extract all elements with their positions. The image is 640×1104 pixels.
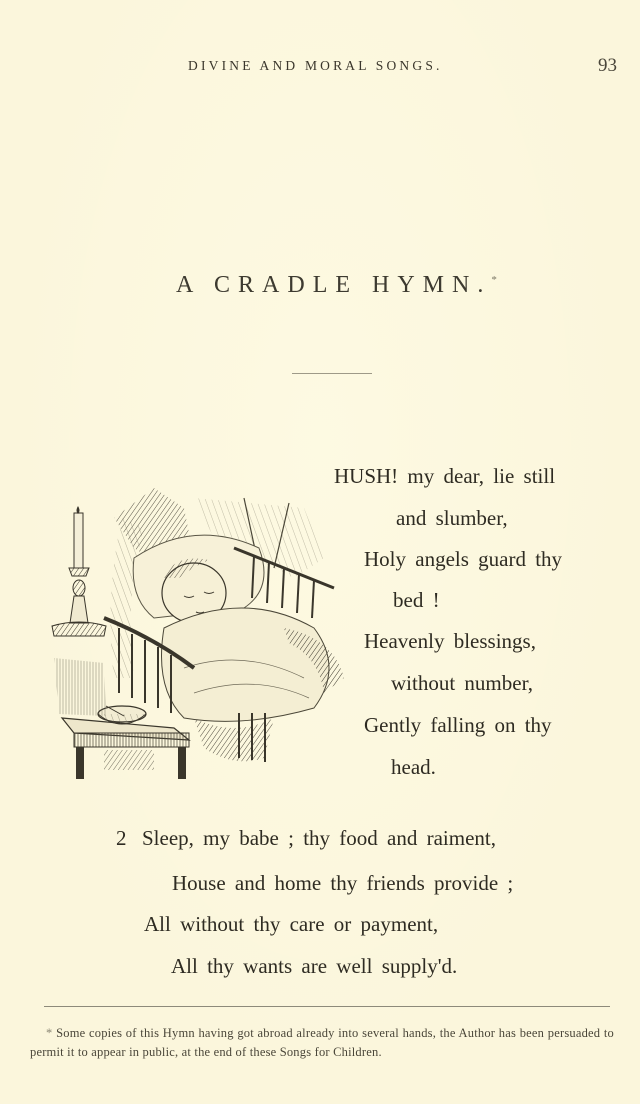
verse-line: House and home thy friends provide ; [172, 871, 514, 895]
verse-line: All thy wants are well supply'd. [171, 954, 458, 978]
hymn-title [176, 272, 497, 299]
hymn-title-text: A CRADLE HYMN. [176, 272, 492, 298]
verse-line: head. [391, 755, 436, 779]
stanza-number: 2 [116, 826, 127, 850]
footnote-marker: * [46, 1026, 53, 1040]
footnote-marker: * [491, 274, 497, 286]
footnote-text: Some copies of this Hymn having got abroad already into several hands, the Author has been persuaded to permit it to appear in public, at the end of these Songs for Children. [30, 1026, 614, 1059]
page-number: 93 [598, 55, 617, 76]
footnote [30, 1024, 614, 1062]
running-head: DIVINE AND MORAL SONGS. [188, 58, 443, 73]
verse-line: Gently falling on thy [364, 713, 552, 737]
verse-line: Holy angels guard thy [364, 547, 563, 571]
footnote-divider [44, 1006, 610, 1007]
verse-line: bed ! [393, 588, 440, 612]
verse-line: HUSH! my dear, lie still [334, 464, 556, 488]
verse-line: without number, [391, 671, 533, 695]
title-divider [292, 373, 372, 374]
verse-line: and slumber, [396, 506, 508, 530]
verse-line: All without thy care or payment, [144, 912, 439, 936]
verse-line: Heavenly blessings, [364, 629, 536, 653]
cradle-illustration [44, 478, 346, 784]
verse-line: Sleep, my babe ; thy food and raiment, [142, 826, 497, 850]
